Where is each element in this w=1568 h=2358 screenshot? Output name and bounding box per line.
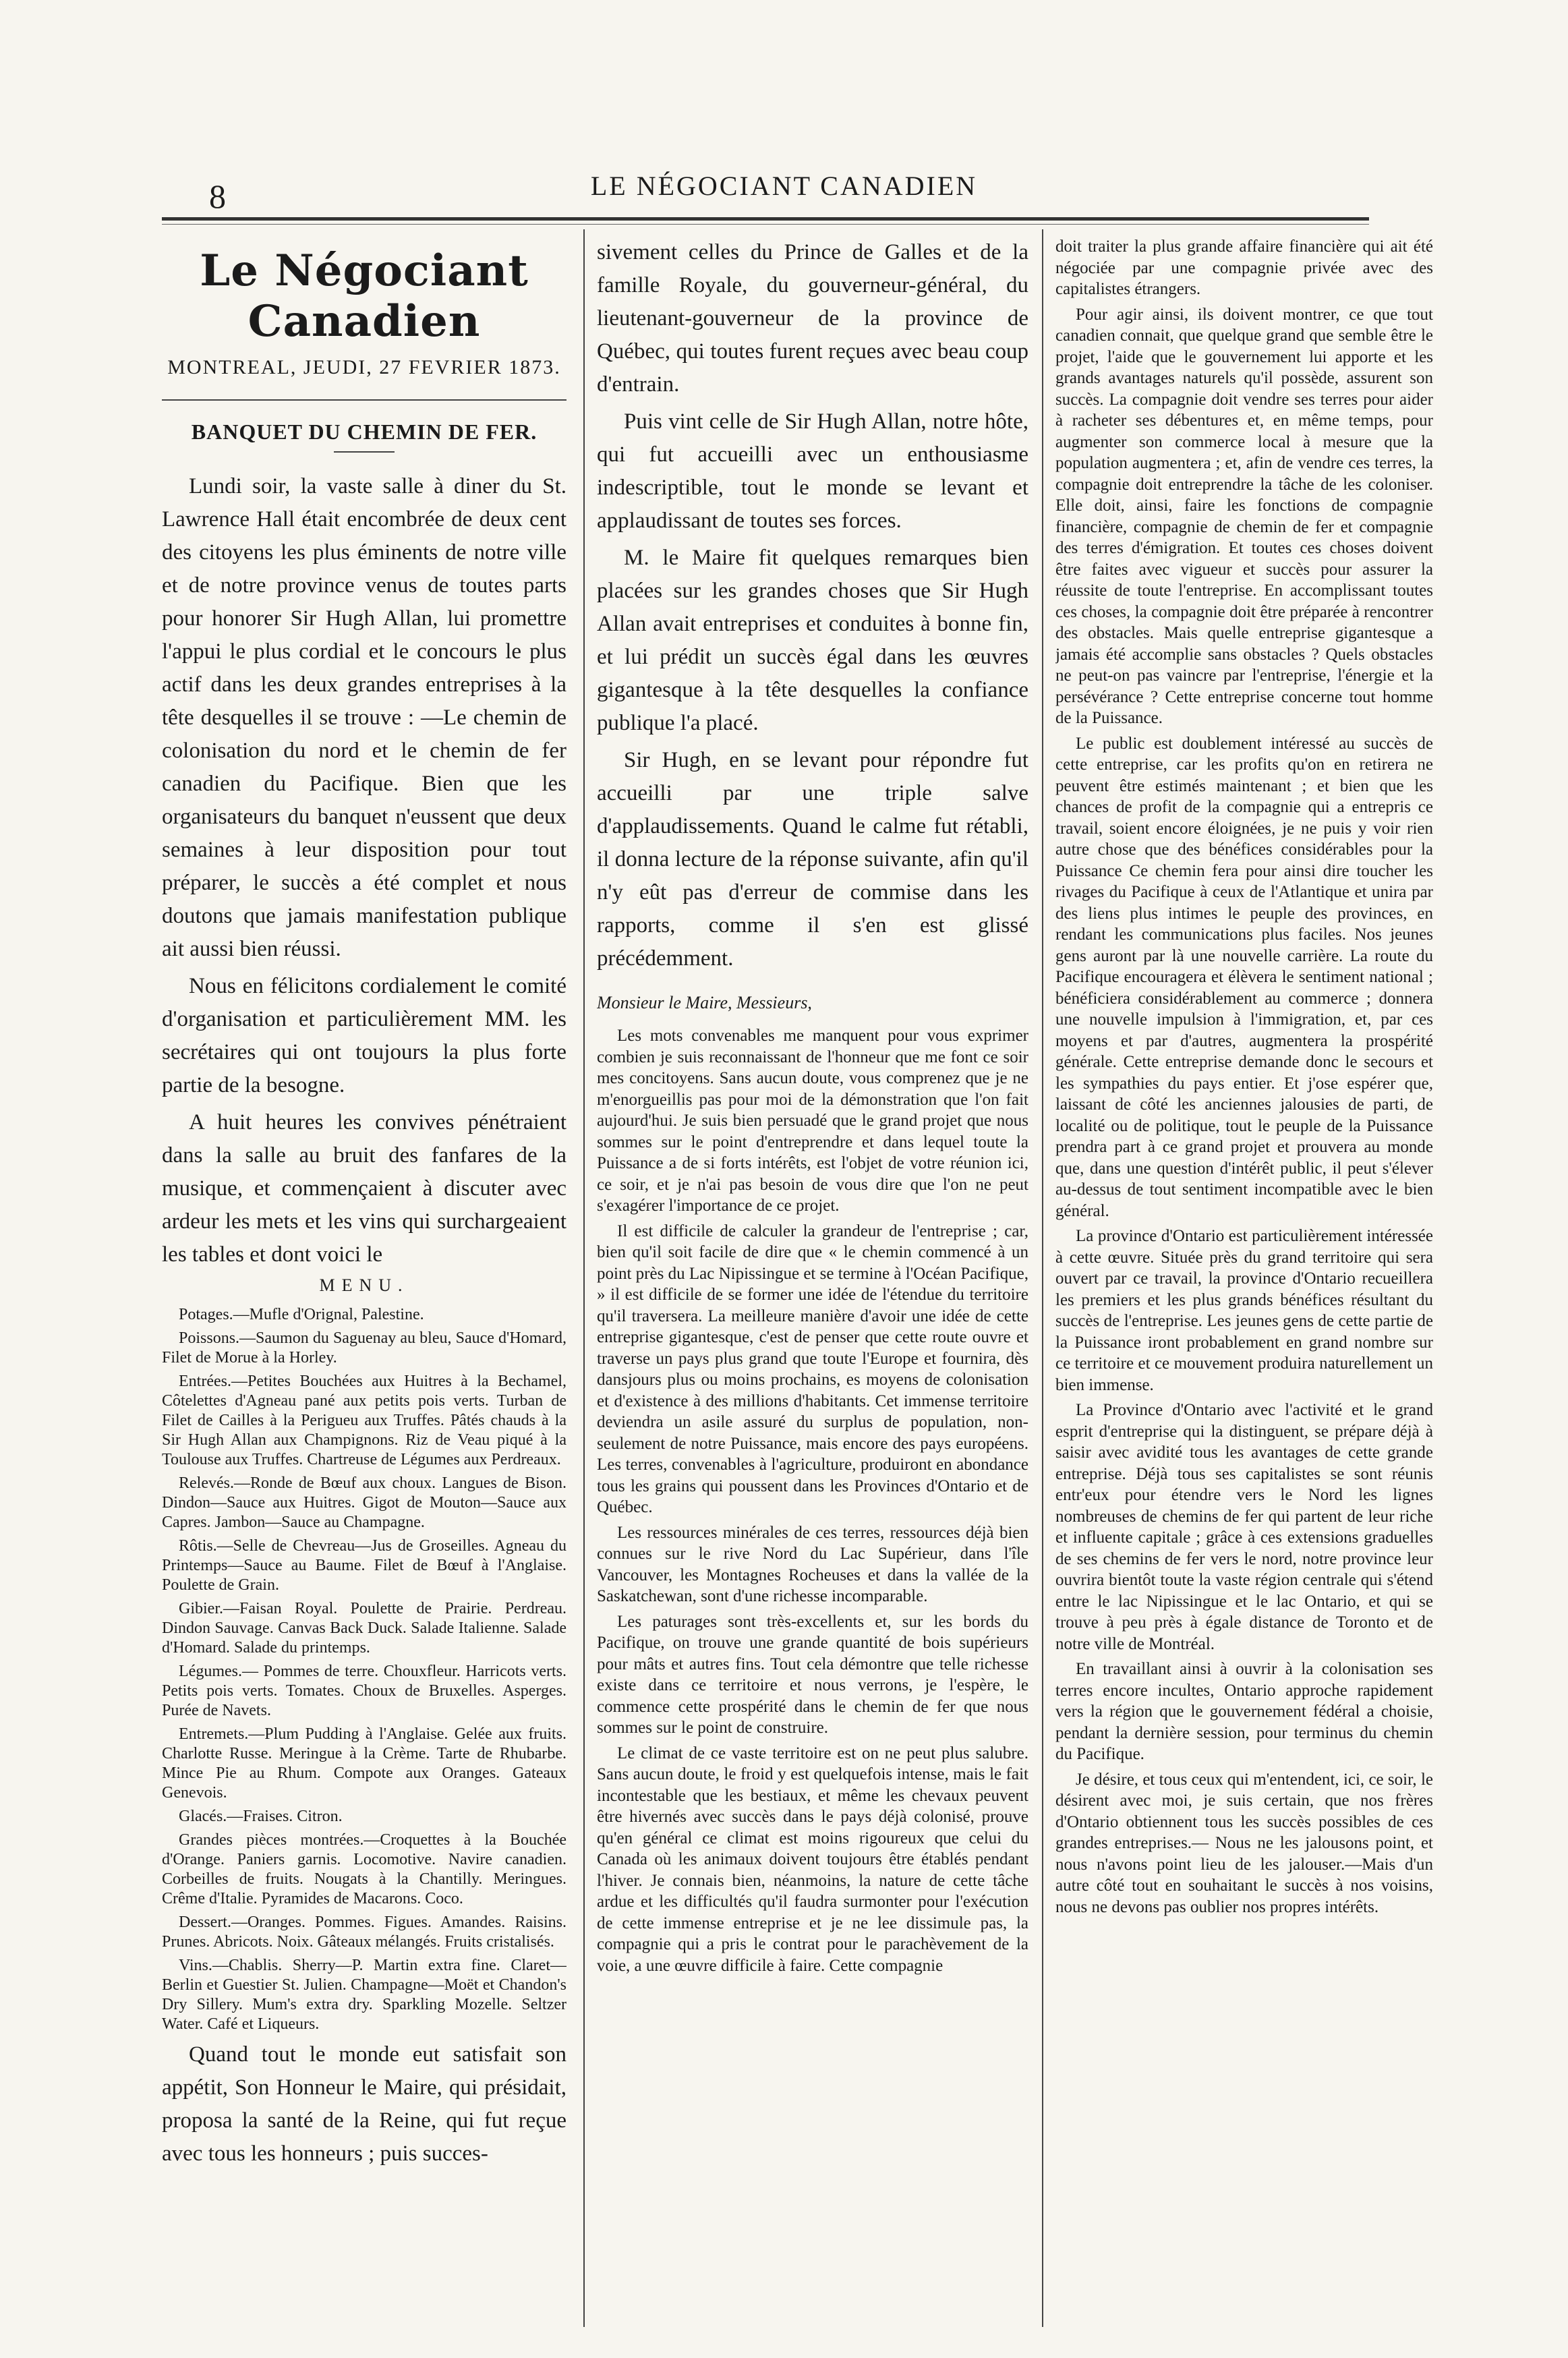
menu-item: Glacés.—Fraises. Citron.: [179, 1808, 343, 1825]
column-divider-1: [583, 229, 585, 2327]
speech-paragraph: Pour agir ainsi, ils doivent montrer, ce que tout canadien connait, que quelque grand que semble être le projet, l'aide que le gouvernement lui apporte et les grands avantages naturels qu'il possède, assurent son succès. La compagnie doit vendre ses terres pour aider à racheter ses débentures et, en même temps, pour augmenter son commerce local à mesure que la population augmentera ; et, afin de vendre ces terres, la compagnie doit entreprendre la tâche de les coloniser. Elle doit, ainsi, faire les fonctions de compagnie financière, compagnie de chemin de fer et compagnie des terres d'émigration. Et toutes ces choses doivent être faites avec vigueur et succès pour assurer la réussite de toute l'entreprise. En accomplissant toutes ces choses, la compagnie doit être préparée à rencontrer des obstacles. Mais quelle entreprise gigantesque a jamais été accomplie sans obstacles ? Quels obstacles ne peut-on pas vaincre par l'entreprise, l'énergie et la persévérance ? Cette entreprise concerne tout homme de la Puissance.: [1055, 305, 1433, 727]
menu-heading: MENU.: [319, 1275, 409, 1295]
menu-item: Grandes pièces montrées.—Croquettes à la Bouchée d'Orange. Paniers garnis. Locomotive. Navire canadien. Corbeilles de fruits. Nougats à la Chantilly. Meringues. Crême d'Italie. Pyramides de Macarons. Coco.: [162, 1831, 567, 1907]
paragraph: M. le Maire fit quelques remarques bien placées sur les grandes choses que Sir Hugh Allan avait entreprises et conduites à bonne fin, et lui prédit un succès égal dans les œuvres gigantesque à la tête desquelles la confiance publique l'a placé.: [597, 546, 1028, 735]
column-divider-2: [1042, 229, 1043, 2327]
speech-paragraph: Les mots convenables me manquent pour vous exprimer combien je suis reconnaissant de l'honneur que me font ce soir mes concitoyens. Sans aucun doute, vous comprenez que je ne m'enorgueillis pas pour moi de la démonstration que l'on fait aujourd'hui. Je suis bien persuadé que le grand projet que nous sommes sur le point d'entreprendre et dans lequel toute la Puissance a de si forts intérêts, est l'objet de votre réunion ici, ce soir, et je n'ai pas besoin de vous dire que l'on ne peut s'exagérer l'importance de ce projet.: [597, 1027, 1028, 1215]
paragraph: Puis vint celle de Sir Hugh Allan, notre hôte, qui fut accueilli avec un enthousiasme indescriptible, tout le monde se levant et applaudissant de toutes ses forces.: [597, 409, 1028, 533]
speech-paragraph: Le public est doublement intéressé au succès de cette entreprise, car les profits qu'on en retirera ne peuvent être estimés maintenant ; et bien que les chances de profit de la compagnie qui a entrepris ce travail, soient encore éloignées, je ne puis y voir rien autre chose que des bénéfices considérables pour la Puissance Ce chemin fera pour ainsi dire toucher les rivages du Pacifique à ceux de l'Atlantique et unira par des liens plus intimes le peuple des provinces, en rendant les communications plus faciles. Nos jeunes gens auront par là une nouvelle carrière. La route du Pacifique encouragera et élèvera le sentiment national ; bénéficiera considérablement au commerce ; donnera une nouvelle impulsion à l'immigration, et, par ces moyens et par d'autres, augmentera la prospérité générale. Cette entreprise demande donc le secours et les sympathies du pays entier. Et j'ose espérer que, laissant de côté les anciennes jalousies de parti, de localité ou de politique, tout le peuple de la Puissance prendra part à ce grand projet et prouvera au monde que, dans une question d'intérêt public, il peut s'élever au-dessus de tout sentiment incompatible avec le bien général.: [1055, 734, 1433, 1220]
column-2: [597, 236, 1028, 2320]
menu-item: Entremets.—Plum Pudding à l'Anglaise. Gelée aux fruits. Charlotte Russe. Meringue à la Crème. Tarte de Rhubarbe. Mince Pie au Rhum. Compote aux Oranges. Gateaux Genevois.: [162, 1725, 567, 1802]
article-headline: BANQUET DU CHEMIN DE FER.: [191, 420, 538, 444]
menu-item: Rôtis.—Selle de Chevreau—Jus de Groseilles. Agneau du Printemps—Sauce au Baume. Filet de Bœuf à l'Anglaise. Poulette de Grain.: [162, 1537, 567, 1594]
header-rule-thin: [162, 224, 1369, 225]
masthead-title: Le Négociant Canadien: [200, 246, 529, 347]
menu-item: Entrées.—Petites Bouchées aux Huitres à la Bechamel, Côtelettes d'Agneau pané aux petits pois verts. Turban de Filet de Cailles à la Perigueu aux Truffes. Pâtés chauds à la Sir Hugh Allan aux Champignons. Riz de Veau piqué à la Toulouse aux Truffes. Chartreuse de Légumes aux Perdreaux.: [162, 1373, 567, 1468]
dateline: MONTREAL, JEUDI, 27 FEVRIER 1873.: [167, 356, 561, 378]
paragraph: Nous en félicitons cordialement le comité d'organisation et particulièrement MM. les secrétaires qui ont toujours la plus forte partie de la besogne.: [162, 974, 567, 1097]
menu-item: Potages.—Mufle d'Orignal, Palestine.: [179, 1306, 424, 1323]
menu-item: Gibier.—Faisan Royal. Poulette de Prairie. Perdreau. Dindon Sauvage. Canvas Back Duck. Salade Italienne. Salade d'Homard. Salade du printemps.: [162, 1600, 567, 1657]
running-title: LE NÉGOCIANT CANADIEN: [590, 171, 978, 201]
paragraph: Quand tout le monde eut satisfait son appétit, Son Honneur le Maire, qui présidait, proposa la santé de la Reine, qui fut reçue avec tous les honneurs ; puis succes-: [162, 2042, 567, 2166]
speech-paragraph: Il est difficile de calculer la grandeur de l'entreprise ; car, bien qu'il soit facile de dire que « le chemin commencé à un point près du Lac Nipissingue et se termine à l'Océan Pacifique, » il est difficile de se former une idée de l'étendue du territoire qu'il traversera. La meilleure manière d'avoir une idée de cette entreprise gigantesque, c'est de penser que cette route ouvre et traverse un pays plus grand que toute l'Europe et fournira, dès dansjours plus ou moins prochains, es moyens de colonisation et d'existence à des millions d'habitants. Cet immense territoire deviendra un asile assuré du surplus de population, non-seulement de notre Puissance, mais encore des pays européens. Les terres, convenables à l'agriculture, produiront en abondance tous les grains qui poussent dans les Provinces d'Ontario et de Québec.: [597, 1221, 1028, 1516]
speech-paragraph: Je désire, et tous ceux qui m'entendent, ici, ce soir, le désirent avec moi, je suis certain, que nos frères d'Ontario obtiennent tous les succès possibles de ces grandes entreprises.— Nous ne les jalousons point, et nous n'avons point lieu de les jalouser.—Mais d'un autre côté tout en souhaitant le succès à nos voisins, nous ne devons pas oublier nos propres intérêts.: [1055, 1770, 1433, 1916]
speech-paragraph: La Province d'Ontario avec l'activité et le grand esprit d'entreprise qui la distinguent, se prépare déjà à saisir avec avidité tous les avantages de cette grande entreprise. Déjà tous ses capitalistes se sont réunis entr'eux pour étendre vers le Nord les lignes nombreuses de chemins de fer qui partent de leur riche et influente capitale ; grâce à ces extensions graduelles de ses chemins de fer vers le nord, notre province leur ouvrira bientôt toute la vaste région centrale qui s'étend entre le lac Nipissingue et le lac Ontario, et qui se trouve à peu près à égale distance de Toronto et de notre ville de Montréal.: [1055, 1401, 1433, 1653]
paragraph: Sir Hugh, en se levant pour répondre fut accueilli par une triple salve d'applaudissements. Quand le calme fut rétabli, il donna lecture de la réponse suivante, afin qu'il n'y eût pas d'erreur de commise dans les rapports, comme il s'en est glissé précédemment.: [597, 748, 1028, 971]
menu-item: Relevés.—Ronde de Bœuf aux choux. Langues de Bison. Dindon—Sauce aux Huitres. Gigot de Mouton—Sauce aux Capres. Jambon—Sauce au Champagne.: [162, 1474, 567, 1531]
speech-paragraph: En travaillant ainsi à ouvrir à la colonisation ses terres encore incultes, Ontario approche rapidement vers la région que le gouvernement fédéral a choisie, pendant la dernière session, pour terminus du chemin du Pacifique.: [1055, 1660, 1433, 1763]
header-rule: [162, 217, 1369, 221]
menu-item: Légumes.— Pommes de terre. Chouxfleur. Harricots verts. Petits pois verts. Tomates. Choux de Bruxelles. Asperges. Purée de Navets.: [162, 1663, 567, 1719]
speech-paragraph: La province d'Ontario est particulièrement intéressée à cette œuvre. Située près du grand territoire qui sera ouvert par ce travail, la province d'Ontario recueillera les premiers et les plus grands bénéfices résultant du succès de l'entreprise. Les jeunes gens de cette partie de la Puissance iront probablement en grand nombre sur ce territoire et ce mouvement produira naturellement un bien immense.: [1055, 1227, 1433, 1394]
menu-item: Poissons.—Saumon du Saguenay au bleu, Sauce d'Homard, Filet de Morue à la Horley.: [162, 1329, 567, 1367]
speech-salutation: Monsieur le Maire, Messieurs,: [597, 993, 812, 1012]
page-number: 8: [209, 177, 226, 215]
speech-paragraph: Les paturages sont très-excellents et, sur les bords du Pacifique, on trouve une grande quantité de bois supérieurs pour mâts et autres fins. Tout cela démontre que telle richesse existe dans ce territoire et nous verrons, je l'espère, le commence cette prospérité dans le chemin de fer que nous sommes sur le point de construire.: [597, 1612, 1028, 1737]
menu-item: Dessert.—Oranges. Pommes. Figues. Amandes. Raisins. Prunes. Abricots. Noix. Gâteaux mélangés. Fruits cristalisés.: [162, 1914, 567, 1951]
speech-paragraph: Les ressources minérales de ces terres, ressources déjà bien connues sur le rive Nord du Lac Supérieur, dans l'île Vancouver, les Montagnes Rocheuses et dans la vallée de la Saskatchewan, sont d'une richesse incomparable.: [597, 1523, 1028, 1605]
paragraph: A huit heures les convives pénétraient dans la salle au bruit des fanfares de la musique, et commençaient à discuter avec ardeur les mets et les vins qui surchargeaient les tables et dont voici le: [162, 1110, 567, 1267]
paragraph: sivement celles du Prince de Galles et de la famille Royale, du gouverneur-général, du lieutenant-gouverneur de la province de Québec, qui toutes furent reçues avec beau coup d'entrain.: [597, 240, 1028, 397]
speech-paragraph: Le climat de ce vaste territoire est on ne peut plus salubre. Sans aucun doute, le froid y est quelquefois intense, mais le fait incontestable que les bestiaux, et même les chevaux peuvent être hivernés avec succès dans le pays déjà colonisé, prouve qu'en général ce climat est moins rigoureux que celui du Canada où les animaux doivent toujours être établés pendant l'hiver. Je connais bien, néanmoins, la nature de cette tâche ardue et les difficultés qu'il faudra surmonter pour l'exécution de cette immense entreprise et je ne lee dissimule pas, la compagnie qui a pris le contrat pour le parachèvement de la voie, a une œuvre difficile à faire. Cette compagnie: [597, 1744, 1028, 1975]
headline-rule: [334, 451, 395, 453]
column-3: [1055, 236, 1433, 2320]
speech-paragraph: doit traiter la plus grande affaire financière qui ait été négociée par une compagnie privée avec des capitalistes étrangers.: [1055, 237, 1433, 298]
masthead-rule: [162, 399, 567, 401]
paragraph: Lundi soir, la vaste salle à diner du St. Lawrence Hall était encombrée de deux cent des citoyens les plus éminents de notre ville et de notre province venus de toutes parts pour honorer Sir Hugh Allan, lui promettre l'appui le plus cordial et le concours le plus actif dans les deux grandes entreprises à la tête desquelles il se trouve : —Le chemin de colonisation du nord et le chemin de fer canadien du Pacifique. Bien que les organisateurs du banquet n'eussent que deux semaines à leur disposition pour tout préparer, le succès a été complet et nous doutons que jamais manifestation publique ait aussi bien réussi.: [162, 474, 567, 961]
column-1: [162, 236, 567, 2320]
menu-item: Vins.—Chablis. Sherry—P. Martin extra fine. Claret—Berlin et Guestier St. Julien. Champagne—Moët et Chandon's Dry Sillery. Mum's extra dry. Sparkling Mozelle. Seltzer Water. Café et Liqueurs.: [162, 1957, 567, 2033]
